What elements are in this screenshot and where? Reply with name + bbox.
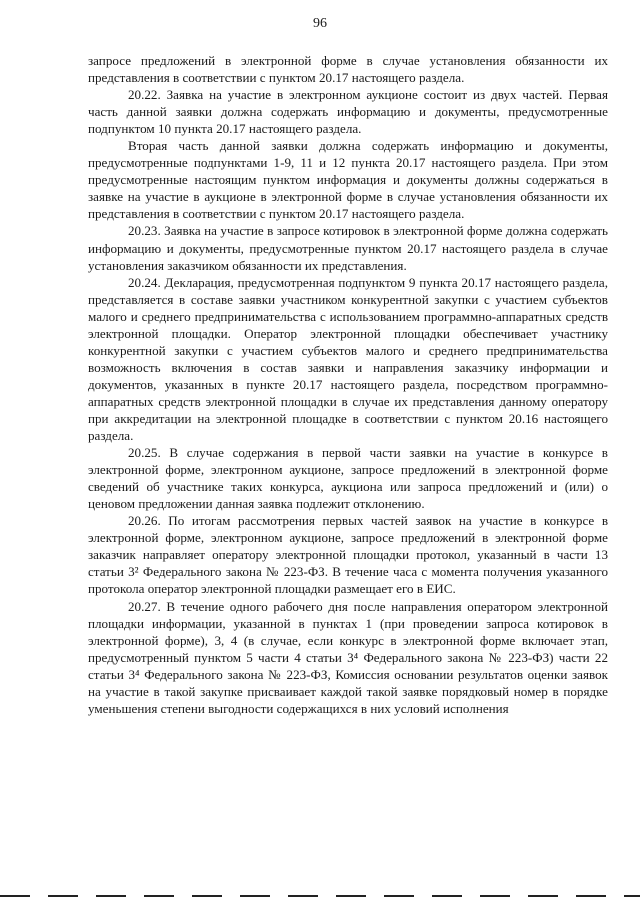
paragraph-20-26: 20.26. По итогам рассмотрения первых частей заявок на участие в конкурсе в электронной форме, электронном аукционе, запросе предложений в электронной форме заказчик направляет оператору электронной площадки протокол, указанный в части 13 статьи 3² Федерального закона № 223-ФЗ. В течение часа с момента получения указанного протокола оператор электронной площадки размещает его в ЕИС. — [88, 513, 608, 597]
paragraph-20-22: 20.22. Заявка на участие в электронном аукционе состоит из двух частей. Первая часть данной заявки должна содержать информацию и документы, предусмотренные подпунктом 10 пункта 20.17 настоящего раздела. — [88, 87, 608, 137]
paragraph-20-22-second-part: Вторая часть данной заявки должна содержать информацию и документы, предусмотренные подпунктами 1-9, 11 и 12 пункта 20.17 настоящего раздела. При этом предусмотренные настоящим пунктом информация и документы должны содержаться в заявке на участие в аукционе в электронной форме в случае установления обязанности их представления в соответствии с пунктом 20.17 настоящего раздела. — [88, 138, 608, 222]
paragraph-20-27: 20.27. В течение одного рабочего дня после направления оператором электронной площадки информации, указанной в пунктах 1 (при проведении запроса котировок в электронной форме), 3, 4 (в случае, если конкурс в электронной форме включает этап, предусмотренный пунктом 5 части 4 статьи 3⁴ Федерального закона № 223-ФЗ) части 22 статьи 3⁴ Федерального закона № 223-ФЗ, Комиссия основании результатов оценки заявок на участие в такой закупке присваивает каждой такой заявке порядковый номер в порядке уменьшения степени выгодности содержащихся в них условий исполнения — [88, 598, 608, 716]
scan-edge-line — [0, 895, 640, 897]
page-number: 96 — [313, 16, 327, 31]
document-body — [88, 52, 608, 717]
paragraph-continuation: запросе предложений в электронной форме в случае установления обязанности их представления в соответствии с пунктом 20.17 настоящего раздела. — [88, 53, 608, 86]
paragraph-20-23: 20.23. Заявка на участие в запросе котировок в электронной форме должна содержать информацию и документы, предусмотренные пунктом 20.17 настоящего раздела в случае установления заказчиком обязанности их представления. — [88, 223, 608, 273]
paragraph-20-25: 20.25. В случае содержания в первой части заявки на участие в конкурсе в электронной форме, электронном аукционе, запросе предложений в электронной форме сведений об участнике таких конкурса, аукциона или запроса предложений и (или) о ценовом предложении данная заявка подлежит отклонению. — [88, 445, 608, 512]
paragraph-20-24: 20.24. Декларация, предусмотренная подпунктом 9 пункта 20.17 настоящего раздела, представляется в составе заявки участником конкурентной закупки с участием субъектов малого и среднего предпринимательства с использованием программно-аппаратных средств электронной площадки. Оператор электронной площадки обеспечивает участнику конкурентной закупки с участием субъектов малого и среднего предпринимательства возможность включения в состав заявки и направления заказчику информации и документов, указанных в пункте 20.17 настоящего раздела, посредством программно-аппаратных средств электронной площадки в случае их представления данному оператору при аккредитации на электронной площадке в соответствии с пунктом 20.16 настоящего раздела. — [88, 274, 608, 444]
